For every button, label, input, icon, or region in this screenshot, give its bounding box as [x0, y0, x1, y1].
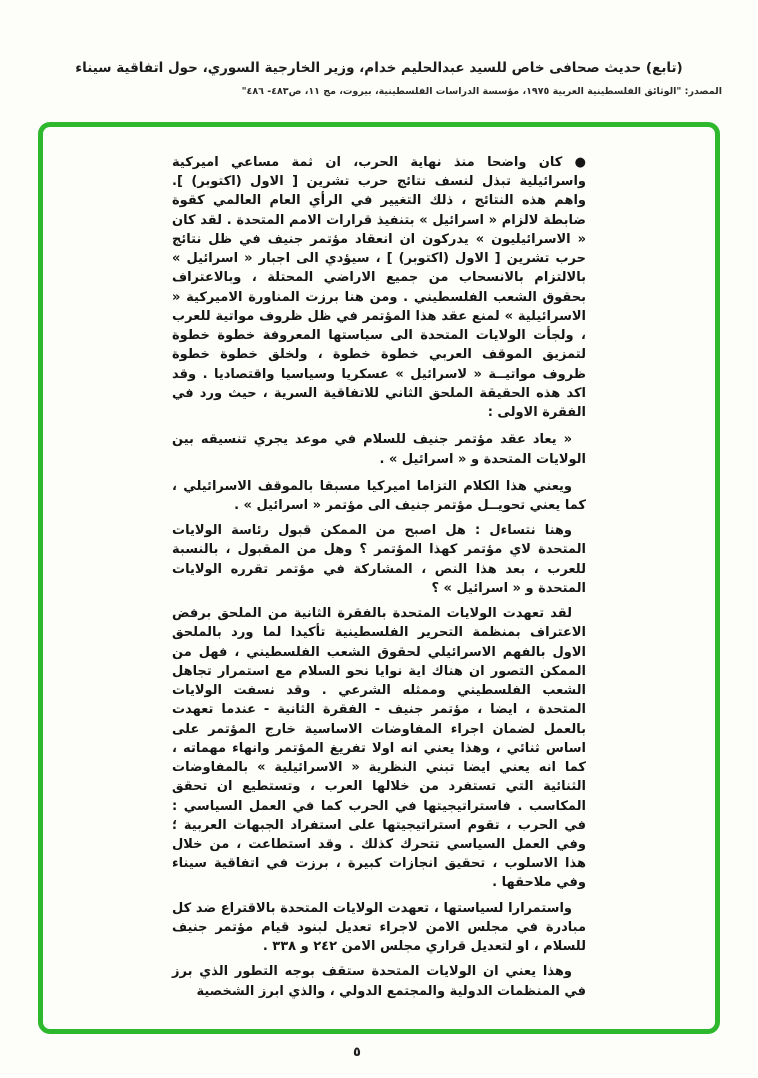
quote-paragraph: « يعاد عقد مؤتمر جنيف للسلام في موعد يجري تنسيقه بين الولايات المتحدة و « اسرائيل » .: [172, 432, 586, 467]
content-border: [38, 122, 720, 1034]
paragraph: ● كان واضحا منذ نهاية الحرب، ان ثمة مساعي اميركية واسرائيلية تبذل لنسف نتائج حرب تشرين [ الاول (اكتوبر) ]. واهم هذه النتائج ، ذلك التغيير في الرأي العام العالمي كقوة ضابطة لالزام « اسرائيل » بتنفيذ قرارات الامم المتحدة . لقد كان « الاسرائيليون » يدركون ان انعقاد مؤتمر جنيف في ظل نتائج حرب تشرين [ الاول (اكتوبر) ] ، سيؤدي الى اجبار « اسرائيل » بالالتزام بالانسحاب من جميع الاراضي المحتلة ، وبالاعتراف بحقوق الشعب الفلسطيني . ومن هنا برزت المناورة الاميركية « الاسرائيلية » لمنع عقد هذا المؤتمر في ظل ظروف مواتية للعرب ، ولجأت الولايات المتحدة الى سياستها المعروفة خطوة خطوة لتمزيق الموقف العربي خطوة خطوة ، ولخلق خطوة خطوة ظروف مواتيــة « لاسرائيل » عسكريا وسياسيا واقتصاديا . وقد اكد هذه الحقيقة الملحق الثاني للاتفاقية السرية ، حيث ورد في الفقرة الاولى :: [172, 155, 586, 421]
paragraph: وهذا يعني ان الولايات المتحدة ستقف بوجه التطور الذي برز في المنظمات الدولية والمجتمع الدولي ، والذي ابرز الشخصية: [172, 964, 586, 999]
source-line: المصدر: "الوثائق الفلسطينية العربية ١٩٧٥، مؤسسة الدراسات الفلسطينية، بيروت، مج ١١، ص٤٨٣- ٤٨٦": [241, 86, 722, 97]
paragraph: وهنا نتساءل : هل اصبح من الممكن قبول رئاسة الولايات المتحدة لاي مؤتمر كهذا المؤتمر ؟ وهل من المقبول ، بالنسبة للعرب ، بعد هذا النص ، المشاركة في مؤتمر تقرره الولايات المتحدة و « اسرائيل » ؟: [172, 523, 586, 596]
body-text: [172, 153, 586, 1001]
page-number: ٥: [353, 1045, 361, 1060]
page-title: (تابع) حديث صحافى خاص للسيد عبدالحليم خدام، وزير الخارجية السوري، حول اتفاقية سيناء: [75, 60, 683, 76]
paragraph: ويعني هذا الكلام التزاما اميركيا مسبقا بالموقف الاسرائيلي ، كما يعني تحويــل مؤتمر جنيف الى مؤتمر « اسرائيل » .: [172, 478, 586, 513]
paragraph: واستمرارا لسياستها ، تعهدت الولايات المتحدة بالاقتراع ضد كل مبادرة في مجلس الامن لاجراء تعديل لبنود قيام مؤتمر جنيف للسلام ، او لتعديل قراري مجلس الامن ٢٤٢ و ٣٣٨ .: [172, 900, 586, 955]
paragraph: لقد تعهدت الولايات المتحدة بالفقرة الثانية من الملحق برفض الاعتراف بمنظمة التحرير الفلسطينية تأكيدا لما ورد بالملحق الاول بالفهم الاسرائيلي لحقوق الشعب الفلسطيني ، فهل من الممكن التصور ان هناك اية نوايا نحو السلام مع استمرار تجاهل الشعب الفلسطيني وممثله الشرعي . وقد نسفت الولايات المتحدة ، ايضا ، مؤتمر جنيف - الفقرة الثانية - عندما تعهدت بالعمل لضمان اجراء المفاوضات الاساسية خارج المؤتمر على اساس ثنائي ، وهذا يعني انه اولا تفريغ المؤتمر وانهاء مهماته ، كما انه يعني ايضا تبني النظرية « الاسرائيلية » بالمفاوضات الثنائية التي تستفرد من خلالها العرب ، وتستطيع ان تحقق المكاسب . فاستراتيجيتها في الحرب كما في العمل السياسي : في الحرب ، تقوم استراتيجيتها على استفراد الجبهات العربية ؛ وفي العمل السياسي تتحرك كذلك . وقد استطاعت ، من خلال هذا الاسلوب ، تحقيق انجازات كبيرة ، برزت في اتفاقية سيناء وفي ملاحقها .: [172, 606, 586, 891]
